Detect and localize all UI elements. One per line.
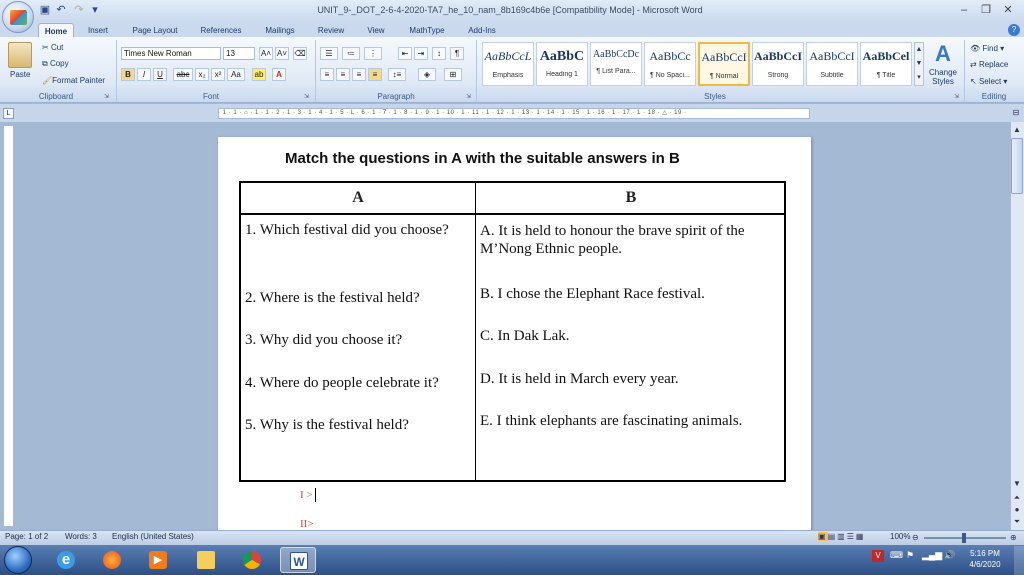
outline-icon[interactable]: ☰ bbox=[846, 532, 856, 541]
zoom-out-icon[interactable]: ⊖ bbox=[912, 533, 919, 542]
scrollbar-thumb[interactable] bbox=[1011, 138, 1023, 194]
tab-mathtype[interactable]: MathType bbox=[409, 26, 445, 35]
style-emphasis[interactable] bbox=[482, 42, 534, 86]
tab-references[interactable]: References bbox=[200, 26, 242, 35]
bullets-icon[interactable]: ☰ bbox=[320, 47, 338, 60]
format-painter-label: Format Painter bbox=[52, 76, 106, 85]
customize-toolbar-icon[interactable]: ▾ bbox=[92, 4, 98, 16]
red-marker-1: I > bbox=[300, 489, 313, 501]
grow-font-icon[interactable]: A˄ bbox=[260, 49, 271, 58]
separator bbox=[476, 40, 477, 102]
antivirus-icon[interactable]: V bbox=[872, 550, 884, 562]
style-name: Heading 1 bbox=[546, 71, 578, 78]
subscript-icon[interactable]: x₂ bbox=[195, 68, 209, 81]
style-name: ¶ Normal bbox=[709, 73, 739, 80]
copy-button[interactable] bbox=[42, 59, 69, 69]
table-divider bbox=[475, 183, 476, 480]
separator bbox=[116, 40, 117, 102]
zoom-in-icon[interactable]: ⊕ bbox=[1010, 533, 1017, 542]
editing-group-label: Editing bbox=[981, 92, 1007, 101]
page-count[interactable]: Page: 1 of 2 bbox=[5, 532, 49, 541]
scissors-icon: ✂ bbox=[42, 43, 51, 52]
select-label: Select bbox=[978, 77, 1002, 86]
answer-c: C. In Dak Lak. bbox=[480, 328, 570, 344]
redo-icon[interactable]: ↷ bbox=[74, 4, 84, 16]
style-normal[interactable] bbox=[698, 42, 750, 86]
paragraph-group-label: Paragraph bbox=[377, 92, 415, 101]
start-button[interactable] bbox=[4, 546, 32, 574]
tab-view[interactable]: View bbox=[367, 26, 385, 35]
copy-label: Copy bbox=[49, 59, 69, 68]
styles-scroll-icon[interactable]: ▲ ▼ ▾ bbox=[914, 42, 924, 86]
multilevel-list-icon[interactable]: ⋮ bbox=[364, 47, 382, 60]
question-4: 4. Where do people celebrate it? bbox=[245, 375, 439, 391]
find-label: Find bbox=[982, 44, 998, 53]
styles-launcher-icon[interactable]: ⇲ bbox=[954, 94, 960, 100]
style-name: ¶ Title bbox=[876, 72, 896, 79]
language-indicator[interactable]: English (United States) bbox=[112, 532, 194, 541]
style-sample: AaBbCc bbox=[649, 49, 691, 63]
format-painter-button[interactable] bbox=[42, 76, 105, 85]
answer-b: B. I chose the Elephant Race festival. bbox=[480, 286, 705, 302]
font-color-icon[interactable]: A bbox=[272, 68, 286, 81]
show-desktop-button[interactable] bbox=[1014, 546, 1024, 575]
red-marker-2: II> bbox=[300, 518, 314, 530]
font-launcher-icon[interactable]: ⇲ bbox=[304, 94, 310, 100]
column-a-header: A bbox=[352, 189, 364, 206]
style-sample: AaBbCcI bbox=[701, 50, 747, 64]
internet-explorer-icon: e bbox=[57, 551, 75, 569]
decrease-indent-icon[interactable]: ⇤ bbox=[398, 47, 412, 60]
minimize-button[interactable]: – bbox=[960, 4, 968, 16]
strikethrough-icon[interactable]: abc bbox=[173, 68, 193, 81]
clock-date: 4/6/2020 bbox=[969, 560, 1001, 569]
select-button[interactable]: ↖ Select ▾ bbox=[970, 77, 1008, 86]
cut-button[interactable] bbox=[42, 43, 63, 52]
align-right-icon[interactable]: ≡ bbox=[352, 68, 366, 81]
clock-time: 5:16 PM bbox=[970, 549, 1000, 558]
shading-icon[interactable]: ◈ bbox=[418, 68, 436, 81]
italic-icon[interactable]: I bbox=[137, 68, 151, 81]
view-ruler-icon[interactable]: ⊟ bbox=[1012, 108, 1020, 117]
answer-d: D. It is held in March every year. bbox=[480, 371, 679, 387]
style-title[interactable] bbox=[860, 42, 912, 86]
justify-icon[interactable]: ≡ bbox=[368, 68, 382, 81]
text-cursor bbox=[315, 488, 316, 502]
folder-icon bbox=[197, 551, 215, 569]
style-no-spacing[interactable] bbox=[644, 42, 696, 86]
paragraph-launcher-icon[interactable]: ⇲ bbox=[466, 94, 472, 100]
undo-icon[interactable]: ↶ bbox=[56, 4, 66, 16]
style-subtitle[interactable] bbox=[806, 42, 858, 86]
clock[interactable] bbox=[960, 548, 1010, 570]
style-name: Strong bbox=[767, 72, 789, 79]
window-title: UNIT_9-_DOT_2-6-4-2020-TA7_he_10_nam_8b169c4b6e [Compatibility Mode] - Microsoft Word bbox=[317, 5, 703, 15]
taskbar-ie[interactable] bbox=[48, 547, 84, 573]
change-styles-icon[interactable]: A bbox=[935, 41, 951, 66]
tab-home[interactable]: Home bbox=[38, 23, 74, 38]
highlight-icon[interactable]: ab bbox=[252, 68, 266, 81]
exercise-heading: Match the questions in A with the suitable answers in B bbox=[285, 150, 680, 167]
answer-e: E. I think elephants are fascinating animals. bbox=[480, 413, 743, 429]
taskbar-explorer[interactable] bbox=[188, 547, 224, 573]
word-count[interactable]: Words: 3 bbox=[65, 532, 97, 541]
styles-group-label: Styles bbox=[704, 92, 726, 101]
close-button[interactable]: ✕ bbox=[1003, 4, 1013, 16]
superscript-icon[interactable]: x² bbox=[211, 68, 225, 81]
network-icon[interactable]: ▂▄▆ bbox=[922, 550, 943, 560]
font-group-label: Font bbox=[202, 92, 219, 101]
zoom-level[interactable]: 100% bbox=[890, 532, 911, 541]
change-case-icon[interactable]: Aa bbox=[227, 68, 245, 81]
paste-button-label[interactable]: Paste bbox=[10, 70, 31, 79]
style-list-paragraph[interactable] bbox=[590, 42, 642, 86]
scroll-down-icon[interactable]: ▼ bbox=[1013, 479, 1021, 488]
sort-icon[interactable]: ↕ bbox=[432, 47, 446, 60]
question-3: 3. Why did you choose it? bbox=[245, 332, 403, 348]
office-button[interactable] bbox=[2, 1, 34, 33]
style-sample: AaBbCcDc bbox=[592, 49, 640, 60]
replace-icon: ⇄ bbox=[970, 60, 979, 69]
media-player-icon: ▶ bbox=[149, 551, 167, 569]
style-sample: AaBbCcI bbox=[809, 49, 855, 63]
ruler-numbers: · 1 · 1 · ⌂ · 1 · 1 · 2 · 1 · 3 · 1 · 4 · 1 · 5 · L · 6 · 1 · 7 · 1 · 8 · 1 · 9 · 1 · 10 · 1 · 11 · 1 · 12 · 1 · 13 · 1 · 14 · 1 · 15 · 1 · 16 · 1 · 17 · 1 · 18 · △ · 19 · bbox=[218, 110, 687, 116]
style-strong[interactable] bbox=[752, 42, 804, 86]
chrome-icon bbox=[243, 551, 261, 569]
save-icon[interactable]: ▣ bbox=[39, 4, 51, 16]
column-b-header: B bbox=[625, 189, 637, 206]
cut-label: Cut bbox=[50, 43, 64, 52]
style-name: ¶ List Para... bbox=[596, 68, 636, 75]
taskbar-chrome[interactable] bbox=[234, 547, 270, 573]
previous-page-icon[interactable]: ⏶ bbox=[1013, 493, 1021, 502]
next-page-icon[interactable]: ⏷ bbox=[1013, 517, 1021, 526]
taskbar-firefox[interactable] bbox=[94, 547, 130, 573]
select-browse-object-icon[interactable]: ● bbox=[1014, 505, 1020, 514]
tab-mailings[interactable]: Mailings bbox=[265, 26, 295, 35]
show-formatting-icon[interactable]: ¶ bbox=[450, 47, 464, 60]
style-sample: AaBbCel bbox=[862, 49, 910, 63]
print-layout-icon[interactable]: ▣ bbox=[818, 532, 828, 541]
underline-icon[interactable]: U bbox=[153, 68, 167, 81]
style-name: Emphasis bbox=[492, 72, 524, 79]
scroll-up-icon[interactable]: ▲ bbox=[1013, 125, 1021, 134]
word-icon: W bbox=[290, 552, 308, 570]
full-screen-icon[interactable]: ▤ bbox=[827, 532, 838, 541]
increase-indent-icon[interactable]: ⇥ bbox=[414, 47, 428, 60]
separator bbox=[964, 40, 965, 102]
firefox-icon bbox=[103, 551, 121, 569]
font-size-box[interactable]: 13 bbox=[223, 47, 255, 60]
borders-icon[interactable]: ⊞ bbox=[444, 68, 462, 81]
question-1: 1. Which festival did you choose? bbox=[245, 222, 449, 238]
replace-label: Replace bbox=[978, 60, 1009, 69]
answer-a: A. It is held to honour the brave spirit of the M’Nong Ethnic people. bbox=[480, 223, 745, 257]
style-sample: AaBbC bbox=[539, 49, 585, 64]
restore-button[interactable]: ❐ bbox=[981, 4, 991, 16]
keyboard-icon[interactable]: ⌨ bbox=[890, 550, 903, 560]
align-center-icon[interactable]: ≡ bbox=[336, 68, 350, 81]
vertical-ruler[interactable] bbox=[3, 125, 14, 527]
style-name: Subtitle bbox=[820, 72, 844, 79]
zoom-slider-thumb[interactable] bbox=[962, 533, 966, 543]
bold-icon[interactable]: B bbox=[121, 68, 135, 81]
tab-add-ins[interactable]: Add-Ins bbox=[468, 26, 496, 35]
style-name: ¶ No Spaci... bbox=[650, 72, 690, 79]
style-sample: AaBbCcI bbox=[753, 49, 802, 63]
numbering-icon[interactable]: ≔ bbox=[342, 47, 360, 60]
table-header-line bbox=[241, 213, 784, 215]
clipboard-launcher-icon[interactable]: ⇲ bbox=[104, 94, 110, 100]
help-icon[interactable]: ? bbox=[1008, 24, 1020, 36]
question-2: 2. Where is the festival held? bbox=[245, 290, 420, 306]
paste-icon[interactable] bbox=[8, 42, 32, 68]
style-heading-1[interactable] bbox=[536, 42, 588, 86]
font-name-box[interactable]: Times New Roman bbox=[121, 47, 221, 60]
tab-selector-icon[interactable]: L bbox=[3, 108, 14, 119]
view-buttons[interactable] bbox=[818, 532, 878, 543]
tab-page-layout[interactable]: Page Layout bbox=[132, 26, 178, 35]
clear-formatting-icon[interactable]: ⌫ bbox=[294, 49, 306, 58]
brush-icon: 🖌 bbox=[42, 76, 53, 85]
flag-icon[interactable]: ⚑ bbox=[906, 550, 915, 560]
volume-icon[interactable]: 🔊 bbox=[944, 550, 956, 560]
change-styles-button[interactable]: Change Styles bbox=[928, 68, 958, 86]
question-5: 5. Why is the festival held? bbox=[245, 417, 409, 433]
binoculars-icon: 👁 bbox=[970, 44, 983, 53]
cursor-icon: ↖ bbox=[970, 77, 979, 86]
matching-table bbox=[239, 181, 786, 482]
copy-icon: ⧉ bbox=[42, 59, 50, 68]
style-sample: AaBbCcL bbox=[484, 49, 532, 63]
web-layout-icon[interactable]: ▥ bbox=[837, 532, 847, 541]
line-spacing-icon[interactable]: ↕≡ bbox=[388, 68, 406, 81]
shrink-font-icon[interactable]: A˅ bbox=[276, 49, 287, 58]
clipboard-group-label: Clipboard bbox=[38, 92, 74, 101]
tab-insert[interactable]: Insert bbox=[87, 26, 108, 35]
align-left-icon[interactable]: ≡ bbox=[320, 68, 334, 81]
office-logo-icon bbox=[10, 10, 27, 25]
taskbar-media[interactable] bbox=[140, 547, 176, 573]
taskbar-word[interactable] bbox=[280, 547, 316, 573]
draft-icon[interactable]: ▦ bbox=[855, 532, 866, 541]
tab-review[interactable]: Review bbox=[317, 26, 345, 35]
find-button[interactable]: 👁 Find ▾ bbox=[970, 44, 1005, 53]
replace-button[interactable] bbox=[970, 60, 1008, 69]
